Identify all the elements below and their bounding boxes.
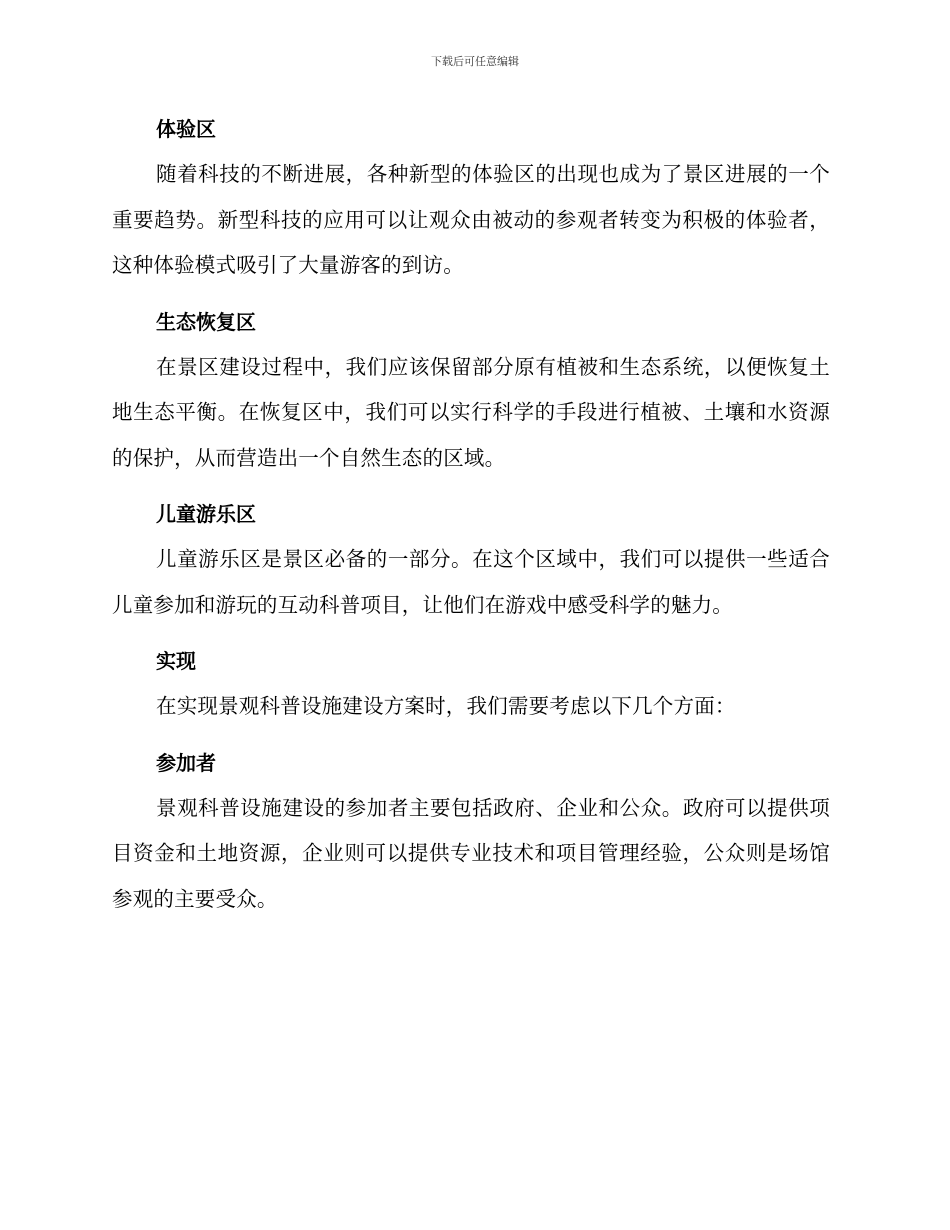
section-heading-eco-restoration: 生态恢复区: [156, 309, 256, 334]
section-heading-experience: 体验区: [156, 117, 216, 141]
page-header-note: 下载后可任意编辑: [431, 55, 519, 68]
paragraph-experience: 随着科技的不断进展，各种新型的体验区的出现也成为了景区进展的一个重要趋势。新型科技的应用可以让观众由被动的参观者转变为积极的体验者，这种体验模式吸引了大量游客的到访。: [112, 162, 830, 277]
section-heading-implementation: 实现: [156, 649, 196, 673]
paragraph-children-play: 儿童游乐区是景区必备的一部分。在这个区域中，我们可以提供一些适合儿童参加和游玩的互动科普项目，让他们在游戏中感受科学的魅力。: [112, 547, 830, 617]
paragraph-eco-restoration: 在景区建设过程中，我们应该保留部分原有植被和生态系统，以便恢复土地生态平衡。在恢复区中，我们可以实行科学的手段进行植被、土壤和水资源的保护，从而营造出一个自然生态的区域。: [112, 354, 830, 470]
paragraph-participants: 景观科普设施建设的参加者主要包括政府、企业和公众。政府可以提供项目资金和土地资源，企业则可以提供专业技术和项目管理经验，公众则是场馆参观的主要受众。: [112, 795, 830, 911]
section-heading-children-play: 儿童游乐区: [156, 502, 256, 526]
document-body: [112, 106, 830, 932]
section-heading-participants: 参加者: [156, 750, 216, 775]
paragraph-implementation: 在实现景观科普设施建设方案时，我们需要考虑以下几个方面：: [156, 694, 736, 718]
